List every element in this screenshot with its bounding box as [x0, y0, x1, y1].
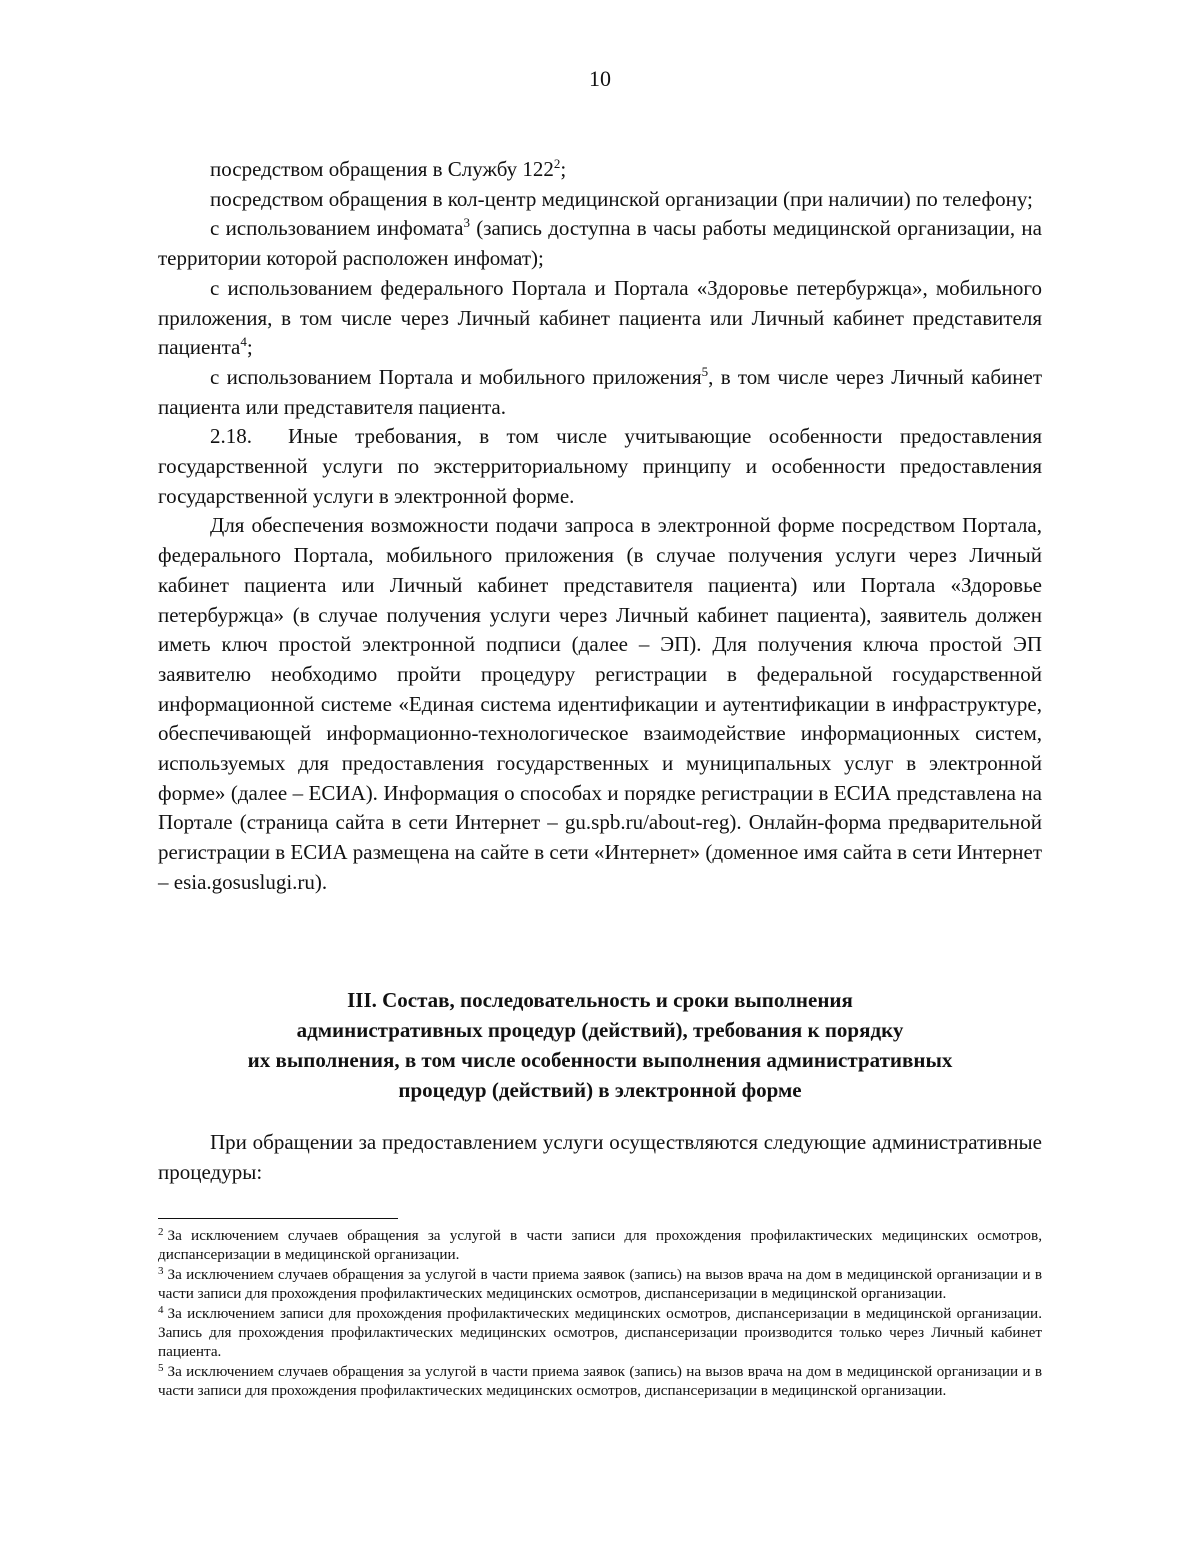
heading-line-1: III. Состав, последовательность и сроки выполнения [347, 988, 853, 1012]
footnote-mark: 5 [158, 1361, 164, 1374]
footnote-mark: 4 [158, 1303, 164, 1316]
footnotes [158, 1226, 1042, 1401]
footnote-2 [158, 1226, 1042, 1265]
paragraph-text: посредством обращения в Службу 122 [210, 157, 554, 181]
paragraph-text: с использованием федерального Портала и Портала «Здоровье петербуржца», мобильного приложения, в том числе через Личный кабинет пациента или Личный кабинет представителя пациента [158, 275, 1042, 360]
paragraph-infomat [158, 214, 1042, 273]
paragraph-tail: ; [246, 335, 253, 360]
footnote-ref-5: 5 [701, 363, 709, 379]
heading-line-4: процедур (действий) в электронной форме [398, 1078, 802, 1102]
paragraph-text: Иные требования, в том числе учитывающие особенности предоставления государственной услуги по экстерриториальному принципу и особенности предоставления государственной услуги в электронной форме. [158, 424, 1042, 508]
footnote-text: За исключением случаев обращения за услугой в части приема заявок (запись) на вызов врача на дом в медицинской организации и в части записи для прохождения профилактических медицинских осмотров, диспансеризации в медицинской организации. [158, 1265, 1042, 1303]
paragraph-procedures: При обращении за предоставлением услуги осуществляются следующие административные процедуры: [158, 1130, 1042, 1184]
body-text [158, 155, 1042, 898]
closing-text [158, 1127, 1042, 1187]
section-heading [158, 985, 1042, 1105]
paragraph-text-cont: (запись доступна в часы работы медицинской организации, на территории которой расположен инфомат); [158, 216, 1042, 271]
heading-line-2: административных процедур (действий), требования к порядку [296, 1018, 904, 1042]
paragraph-text-cont: , в том числе через Личный кабинет пациента или представителя пациента. [158, 364, 1043, 419]
paragraph-text: с использованием инфомата [210, 216, 464, 241]
footnote-text: За исключением записи для прохождения профилактических медицинских осмотров, диспансеризации в медицинской организации. Запись для прохождения профилактических медицинских осмотров, диспансеризации производится только через Личный кабинет пациента. [158, 1304, 1042, 1361]
footnote-text: За исключением случаев обращения за услугой в части приема заявок (запись) на вызов врача на дом в медицинской организации и в части записи для прохождения профилактических медицинских осмотров, диспансеризации в медицинской организации. [158, 1362, 1042, 1400]
item-number: 2.18. [210, 424, 252, 449]
heading-line-3: их выполнения, в том числе особенности выполнения административных [247, 1048, 953, 1072]
footnote-4 [158, 1304, 1042, 1362]
paragraph-esia: Для обеспечения возможности подачи запроса в электронной форме посредством Портала, федерального Портала, мобильного приложения (в случае получения услуги через Личный кабинет пациента или Личный кабинет представителя пациента) или Портала «Здоровье петербуржца» (в случае получения услуги через Личный кабинет пациента), заявитель должен иметь ключ простой электронной подписи (далее – ЭП). Для получения ключа простой ЭП заявителю необходимо пройти процедуру регистрации в федеральной государственной информационной системе «Единая система идентификации и аутентификации в инфраструктуре, обеспечивающей информационно-технологическое взаимодействие информационных систем, используемых для предоставления государственных и муниципальных услуг в электронной форме» (далее – ЕСИА). Информация о способах и порядке регистрации в ЕСИА представлена на Портале (страница сайта в сети Интернет – gu.spb.ru/about-reg). Онлайн-форма предварительной регистрации в ЕСИА размещена на сайте в сети «Интернет» (доменное имя сайта в сети Интернет – esia.gosuslugi.ru). [158, 513, 1042, 894]
footnote-3 [158, 1265, 1042, 1304]
footnote-ref-3: 3 [463, 215, 470, 231]
footnote-divider [158, 1218, 398, 1219]
footnote-text: За исключением случаев обращения за услугой в части записи для прохождения профилактических медицинских осмотров, диспансеризации в медицинской организации. [158, 1227, 1042, 1264]
footnote-mark: 3 [158, 1264, 164, 1277]
paragraph-portal-mobile [158, 363, 1042, 422]
paragraph-item-2-18 [158, 422, 1042, 511]
footnote-5 [158, 1362, 1042, 1401]
paragraph-call-center: посредством обращения в кол-центр медицинской организации (при наличии) по телефону; [210, 186, 1033, 211]
footnote-ref-4: 4 [240, 334, 247, 350]
footnote-ref-2: 2 [553, 156, 561, 171]
paragraph-service-122 [158, 155, 1042, 185]
page-number: 10 [589, 66, 611, 91]
paragraph-text: с использованием Портала и мобильного приложения [210, 364, 702, 389]
paragraph-federal-portal [158, 274, 1042, 363]
footnote-mark: 2 [158, 1226, 164, 1238]
paragraph-tail: ; [560, 157, 567, 181]
